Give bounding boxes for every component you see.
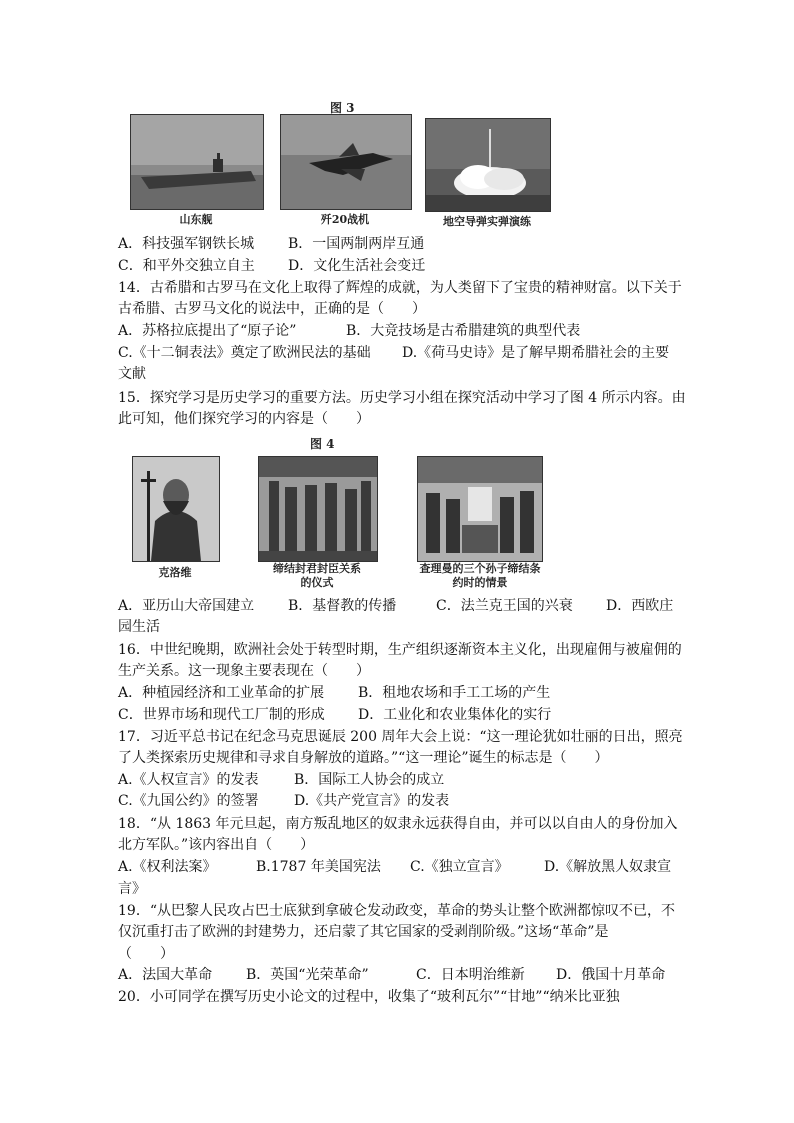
figure-4-caption-1: 克洛维 xyxy=(158,566,192,579)
q13-options-row-2 xyxy=(118,256,678,278)
q19-options-row-1 xyxy=(118,965,678,987)
vassal-ceremony-photo xyxy=(258,456,378,562)
figure-3-caption-2: 歼20战机 xyxy=(320,213,370,226)
q18-option-b[interactable]: B.1787 年美国宪法 xyxy=(256,859,381,875)
q14-option-d-continued: 文献 xyxy=(118,366,146,382)
q14-stem-line-1: 14．古希腊和古罗马在文化上取得了辉煌的成就，为人类留下了宝贵的精神财富。以下关于 xyxy=(118,280,682,296)
q15-stem-line-1: 15．探究学习是历史学习的重要方法。历史学习小组在探究活动中学习了图 4 所示内容。由 xyxy=(118,390,686,406)
figure-3-title: 图 3 xyxy=(330,101,355,115)
q19-stem-line-3: （ ） xyxy=(118,946,174,962)
q17-option-b[interactable]: B．国际工人协会的成立 xyxy=(294,772,445,788)
q19-option-d[interactable]: D．俄国十月革命 xyxy=(556,967,666,983)
q16-option-a[interactable]: A．种植园经济和工业革命的扩展 xyxy=(118,685,325,701)
figure-4-caption-2-line-2: 的仪式 xyxy=(300,576,334,589)
q16-options-row-1 xyxy=(118,683,678,705)
q17-option-a[interactable]: A.《人权宣言》的发表 xyxy=(118,772,259,788)
q14-options-row-2 xyxy=(118,343,678,365)
q18-stem-line-2: 北方军队。”该内容出自（ ） xyxy=(118,837,315,853)
q18-option-d-continued: 言》 xyxy=(118,881,146,897)
q13-options-row-1 xyxy=(118,234,678,256)
figure-3-caption-1: 山东舰 xyxy=(179,213,213,226)
q16-options-row-2 xyxy=(118,705,678,727)
q17-options-row-2 xyxy=(118,791,678,813)
q17-option-c[interactable]: C.《九国公约》的签署 xyxy=(118,793,259,809)
q20-stem-line-1: 20．小可同学在撰写历史小论文的过程中，收集了“玻利瓦尔”“甘地”“纳米比亚独 xyxy=(118,989,620,1005)
q19-stem-line-1: 19．“从巴黎人民攻占巴士底狱到拿破仑发动政变，革命的势头让整个欧洲都惊叹不已，不 xyxy=(118,903,675,919)
q14-option-c[interactable]: C.《十二铜表法》奠定了欧洲民法的基础 xyxy=(118,345,371,361)
missile-drill-photo xyxy=(425,118,551,212)
q14-option-d[interactable]: D.《荷马史诗》是了解早期希腊社会的主要 xyxy=(402,345,670,361)
shandong-carrier-photo xyxy=(130,114,264,210)
q14-option-a[interactable]: A．苏格拉底提出了“原子论” xyxy=(118,323,297,339)
q17-stem-line-1: 17．习近平总书记在纪念马克思诞辰 200 周年大会上说：“这一理论犹如壮丽的日出，照亮 xyxy=(118,729,683,745)
q13-option-a[interactable]: A．科技强军钢铁长城 xyxy=(118,236,255,252)
q19-stem-line-2: 仅沉重打击了欧洲的封建势力，还启蒙了其它国家的受剥削阶级。”这场“革命”是 xyxy=(118,924,609,940)
q15-option-a[interactable]: A．亚历山大帝国建立 xyxy=(118,598,255,614)
q19-option-b[interactable]: B．英国“光荣革命” xyxy=(246,967,369,983)
q15-options-row-1 xyxy=(118,596,678,618)
q13-option-b[interactable]: B．一国两制两岸互通 xyxy=(288,236,425,252)
figure-4-caption-3-line-2: 约时的情景 xyxy=(452,576,508,589)
q13-option-c[interactable]: C．和平外交独立自主 xyxy=(118,258,255,274)
q15-option-b[interactable]: B．基督教的传播 xyxy=(288,598,397,614)
q17-stem-line-2: 了人类探索历史规律和寻求自身解放的道路。”“这一理论”诞生的标志是（ ） xyxy=(118,750,609,766)
figure-4-title: 图 4 xyxy=(310,437,335,451)
q15-option-c[interactable]: C．法兰克王国的兴衰 xyxy=(436,598,573,614)
q18-option-d[interactable]: D.《解放黑人奴隶宣 xyxy=(544,859,672,875)
q18-option-c[interactable]: C.《独立宣言》 xyxy=(410,859,509,875)
q15-option-d[interactable]: D．西欧庄 xyxy=(606,598,674,614)
q15-stem-line-2: 此可知，他们探究学习的内容是（ ） xyxy=(118,411,370,427)
q18-options-row-1 xyxy=(118,857,678,879)
q16-stem-line-2: 生产关系。这一现象主要表现在（ ） xyxy=(118,663,370,679)
q14-options-row-1 xyxy=(118,321,678,343)
j20-fighter-photo xyxy=(280,114,412,210)
q16-option-b[interactable]: B．租地农场和手工工场的产生 xyxy=(358,685,551,701)
q15-option-d-continued: 园生活 xyxy=(118,619,160,635)
q17-option-d[interactable]: D.《共产党宣言》的发表 xyxy=(294,793,450,809)
figure-3-caption-3: 地空导弹实弹演练 xyxy=(443,215,531,228)
figure-4-caption-2-line-1: 缔结封君封臣关系 xyxy=(273,562,361,575)
q16-stem-line-1: 16．中世纪晚期，欧洲社会处于转型时期，生产组织逐渐资本主义化，出现雇佣与被雇佣的 xyxy=(118,642,682,658)
q18-stem-line-1: 18．“从 1863 年元旦起，南方叛乱地区的奴隶永远获得自由，并可以以自由人的身份加入 xyxy=(118,816,678,832)
q18-option-a[interactable]: A.《权利法案》 xyxy=(118,859,217,875)
q19-option-a[interactable]: A．法国大革命 xyxy=(118,967,213,983)
clovis-portrait-photo xyxy=(132,456,220,562)
q19-option-c[interactable]: C．日本明治维新 xyxy=(416,967,525,983)
q16-option-d[interactable]: D．工业化和农业集体化的实行 xyxy=(358,707,552,723)
q14-stem-line-2: 古希腊、古罗马文化的说法中，正确的是（ ） xyxy=(118,301,426,317)
q17-options-row-1 xyxy=(118,770,678,792)
figure-4-caption-3-line-1: 查理曼的三个孙子缔结条 xyxy=(419,562,541,575)
q16-option-c[interactable]: C．世界市场和现代工厂制的形成 xyxy=(118,707,325,723)
treaty-scene-photo xyxy=(417,456,543,562)
q13-option-d[interactable]: D．文化生活社会变迁 xyxy=(288,258,426,274)
q14-option-b[interactable]: B．大竞技场是古希腊建筑的典型代表 xyxy=(346,323,581,339)
